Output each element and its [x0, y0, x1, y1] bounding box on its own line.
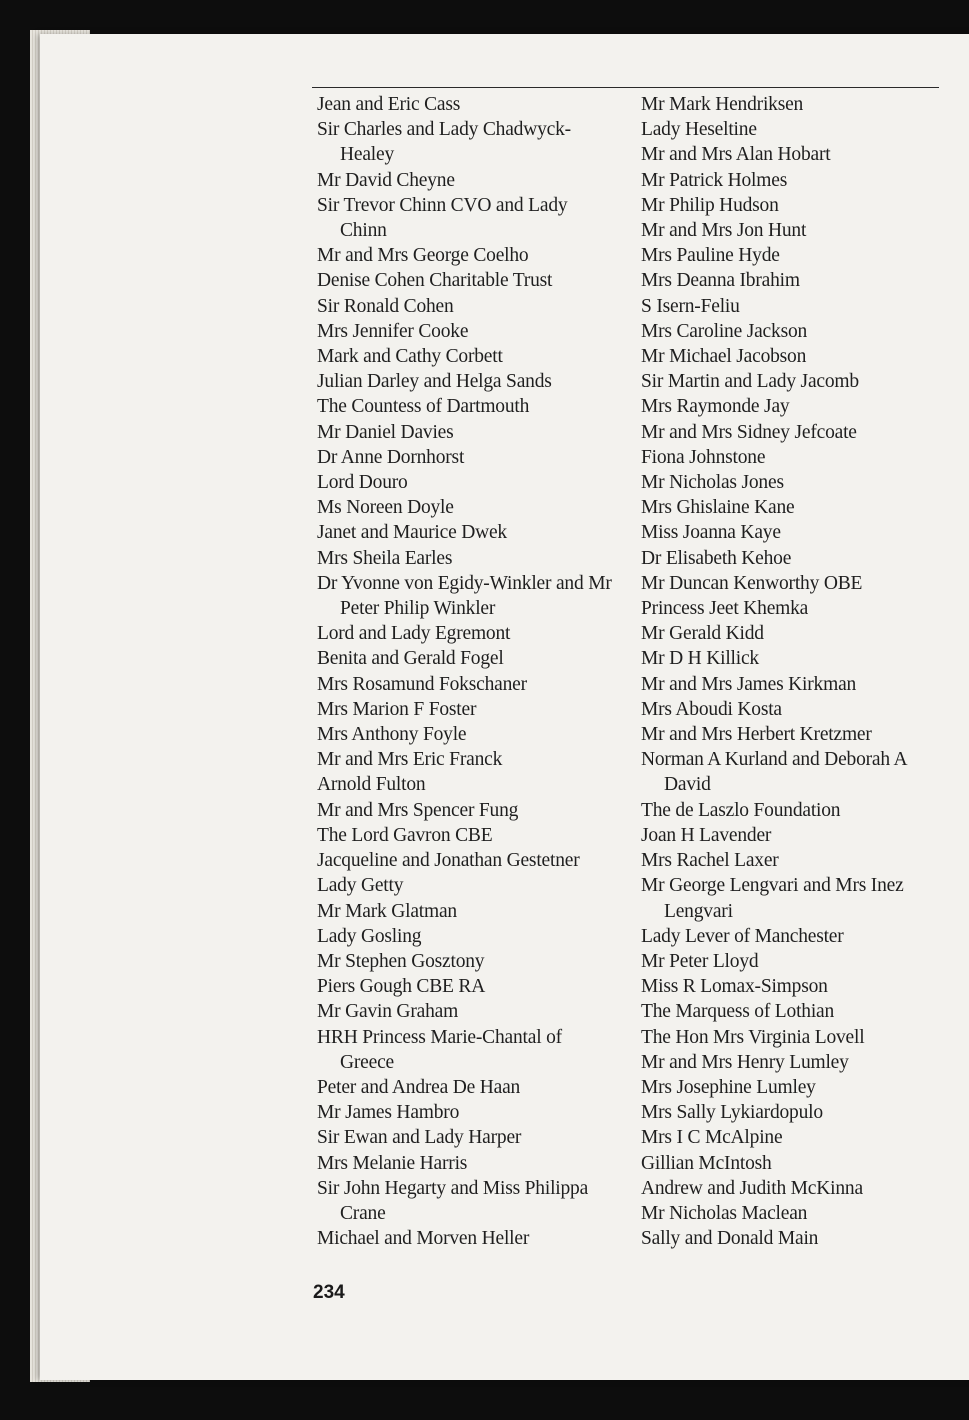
donor-name: Mr Gavin Graham [317, 1001, 459, 1023]
donor-name: Michael and Morven Heller [317, 1228, 530, 1250]
donor-name: Norman A Kurland and Deborah A David [641, 749, 907, 796]
donor-name: The Marquess of Lothian [641, 1001, 835, 1023]
donor-name: Fiona Johnstone [641, 446, 766, 468]
donor-name: Mrs Aboudi Kosta [641, 698, 782, 720]
donor-name: Mr Patrick Holmes [641, 169, 788, 191]
donor-name: Mr Gerald Kidd [641, 623, 764, 645]
donor-name: Lady Heseltine [641, 119, 757, 141]
donor-name: Mrs Caroline Jackson [641, 320, 808, 342]
donor-name: Mr Mark Hendriksen [641, 94, 804, 115]
donor-name: Mr James Hambro [317, 1102, 460, 1124]
donor-name: Mr and Mrs Alan Hobart [641, 144, 831, 166]
donor-name: Mr Nicholas Maclean [641, 1202, 808, 1224]
donor-name: Lady Getty [317, 875, 404, 897]
donor-name: Sir John Hegarty and Miss Philippa Crane [317, 1177, 589, 1224]
donor-name: Mrs Rosamund Fokschaner [317, 673, 527, 695]
donor-name: Mr and Mrs Spencer Fung [317, 799, 519, 821]
donor-name: Mrs Raymonde Jay [641, 396, 790, 418]
donor-name: Mrs Marion F Foster [317, 698, 477, 720]
donor-name: Andrew and Judith McKinna [641, 1177, 863, 1199]
donor-name: Mrs Ghislaine Kane [641, 497, 795, 519]
donor-name: S Isern-Feliu [641, 295, 740, 317]
donor-name: Sir Trevor Chinn CVO and Lady Chinn [317, 194, 568, 242]
page-number: 234 [313, 1282, 345, 1303]
donor-name: The Lord Gavron CBE [317, 824, 493, 846]
donor-name: Piers Gough CBE RA [317, 976, 486, 998]
donor-name: The Hon Mrs Virginia Lovell [641, 1026, 865, 1048]
donor-name: Mr and Mrs Sidney Jefcoate [641, 421, 857, 443]
donor-name: Mr Stephen Gosztony [317, 950, 485, 972]
donor-name: Mrs Melanie Harris [317, 1152, 468, 1174]
donor-name: Princess Jeet Khemka [641, 598, 809, 620]
donor-name: Mrs Rachel Laxer [641, 850, 779, 872]
donor-name: Mark and Cathy Corbett [317, 346, 503, 368]
donor-name: Sir Charles and Lady Chadwyck-Healey [317, 119, 571, 166]
donor-name: Mr Mark Glatman [317, 900, 457, 922]
donor-name: Mr Daniel Davies [317, 421, 454, 443]
donor-name: HRH Princess Marie-Chantal of Greece [317, 1026, 562, 1073]
donor-name: Mr Philip Hudson [641, 194, 779, 216]
header-rule [312, 87, 939, 88]
donor-name: Lady Gosling [317, 925, 422, 947]
donor-name: Janet and Maurice Dwek [317, 522, 507, 544]
donor-name: Mr George Lengvari and Mrs Inez Lengvari [641, 875, 904, 922]
donor-name: Mr Duncan Kenworthy OBE [641, 572, 863, 594]
donor-name: Mr Michael Jacobson [641, 346, 807, 368]
donor-name: Mrs Deanna Ibrahim [641, 270, 800, 292]
donor-name: Mr Nicholas Jones [641, 472, 784, 494]
donor-name: Peter and Andrea De Haan [317, 1076, 521, 1098]
donor-name: Mr and Mrs Eric Franck [317, 749, 503, 771]
donor-name: Lord and Lady Egremont [317, 623, 511, 645]
donor-name: Lord Douro [317, 472, 408, 494]
donor-name: Mrs Josephine Lumley [641, 1076, 816, 1098]
donor-name: Miss Joanna Kaye [641, 522, 781, 544]
donor-name: Sir Martin and Lady Jacomb [641, 371, 859, 393]
donor-name: Benita and Gerald Fogel [317, 648, 504, 670]
donor-name: Jean and Eric Cass [317, 94, 461, 115]
donor-name: Mrs Jennifer Cooke [317, 320, 469, 342]
donor-name: Ms Noreen Doyle [317, 497, 454, 519]
donor-name: Miss R Lomax-Simpson [641, 976, 828, 998]
donor-name: Sir Ronald Cohen [317, 295, 454, 317]
donor-name: Mr D H Killick [641, 648, 759, 670]
donor-name: Gillian McIntosh [641, 1152, 772, 1174]
donor-name: Mrs I C McAlpine [641, 1127, 783, 1149]
donor-name: The de Laszlo Foundation [641, 799, 841, 821]
donor-name: Jacqueline and Jonathan Gestetner [317, 850, 580, 872]
donor-name: Mr Peter Lloyd [641, 950, 759, 972]
donor-name: Mr and Mrs James Kirkman [641, 673, 857, 695]
donor-name: Joan H Lavender [641, 824, 772, 846]
donor-name: Lady Lever of Manchester [641, 925, 844, 947]
donor-list-right-column [641, 92, 939, 1251]
donor-name: Denise Cohen Charitable Trust [317, 270, 553, 292]
donor-name: Dr Anne Dornhorst [317, 446, 465, 468]
donor-name: The Countess of Dartmouth [317, 396, 530, 418]
donor-list-left-column [317, 92, 617, 1251]
donor-name: Mrs Anthony Foyle [317, 724, 467, 746]
donor-name: Mrs Pauline Hyde [641, 245, 780, 267]
donor-name: Mr and Mrs George Coelho [317, 245, 529, 267]
donor-name: Dr Yvonne von Egidy-Winkler and Mr Peter Philip Winkler [317, 572, 612, 620]
donor-name: Sir Ewan and Lady Harper [317, 1127, 522, 1149]
donor-name: Julian Darley and Helga Sands [317, 371, 552, 393]
donor-name: Dr Elisabeth Kehoe [641, 547, 792, 569]
donor-name: Mrs Sheila Earles [317, 547, 453, 569]
donor-name: Mr and Mrs Jon Hunt [641, 220, 807, 242]
donor-name: Arnold Fulton [317, 774, 426, 796]
donor-name: Mr and Mrs Herbert Kretzmer [641, 724, 872, 746]
donor-name: Sally and Donald Main [641, 1228, 819, 1250]
donor-name: Mrs Sally Lykiardopulo [641, 1102, 823, 1124]
donor-name: Mr David Cheyne [317, 169, 455, 191]
donor-name: Mr and Mrs Henry Lumley [641, 1051, 849, 1073]
